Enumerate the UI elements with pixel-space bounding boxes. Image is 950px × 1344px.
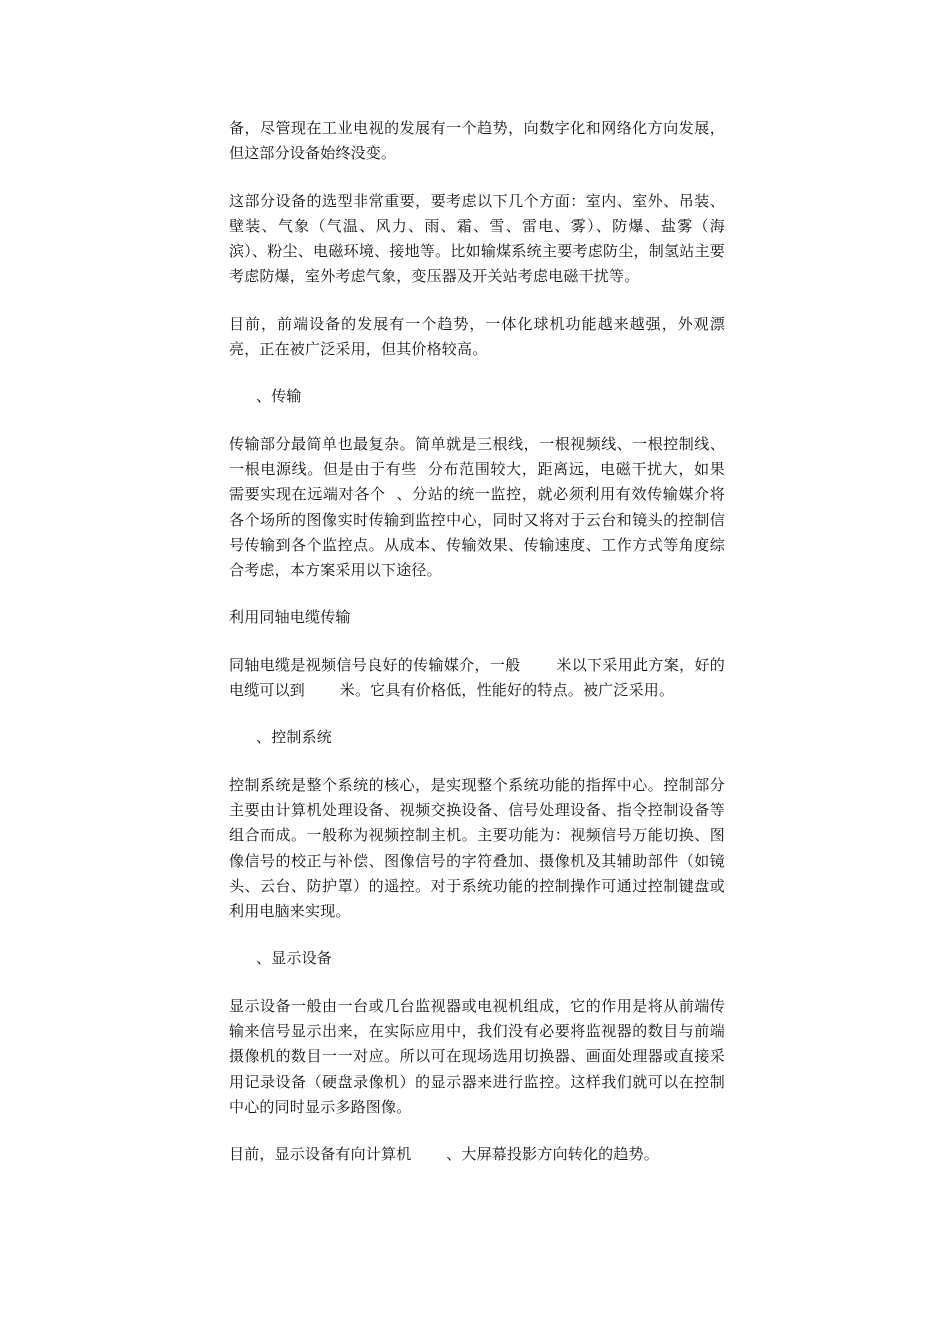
- section-heading-control-system: 、控制系统: [256, 728, 333, 747]
- paragraph: 传输部分最简单也最复杂。简单就是三根线，一根视频线、一根控制线、一根电源线。但是由于有些 分布范围较大，距离远，电磁干扰大，如果需要实现在远端对各个 、分站的统一监控，就必须利用有效传输媒介将各个场所的图像实时传输到监控中心，同时又将对于云台和镜头的控制信号传输到各个监控点。从成本、传输效果、传输速度、工作方式等角度综合考虑，本方案采用以下途径。: [229, 434, 725, 580]
- subsection-label: 利用同轴电缆传输: [229, 608, 351, 627]
- section-heading-transmission: 、传输: [256, 387, 302, 406]
- paragraph: 显示设备一般由一台或几台监视器或电视机组成，它的作用是将从前端传输来信号显示出来，在实际应用中，我们没有必要将监视器的数目与前端摄像机的数目一一对应。所以可在现场选用切换器、画面处理器或直接采用记录设备（硬盘录像机）的显示器来进行监控。这样我们就可以在控制中心的同时显示多路图像。: [229, 996, 725, 1116]
- paragraph: 这部分设备的选型非常重要，要考虑以下几个方面：室内、室外、吊装、壁装、气象（气温、风力、雨、霜、雪、雷电、雾）、防爆、盐雾（海滨）、粉尘、电磁环境、接地等。比如输煤系统主要考虑防尘，制氢站主要考虑防爆，室外考虑气象，变压器及开关站考虑电磁干扰等。: [229, 191, 725, 286]
- section-heading-display-equipment: 、显示设备: [256, 949, 333, 968]
- paragraph: 同轴电缆是视频信号良好的传输媒介，一般 米以下采用此方案，好的电缆可以到 米。它具有价格低，性能好的特点。被广泛采用。: [229, 655, 725, 700]
- paragraph: 目前，前端设备的发展有一个趋势，一体化球机功能越来越强，外观漂亮，正在被广泛采用，但其价格较高。: [229, 314, 725, 359]
- paragraph: 控制系统是整个系统的核心，是实现整个系统功能的指挥中心。控制部分主要由计算机处理设备、视频交换设备、信号处理设备、指令控制设备等组合而成。一般称为视频控制主机。主要功能为：视频信号万能切换、图像信号的校正与补偿、图像信号的字符叠加、摄像机及其辅助部件（如镜头、云台、防护罩）的遥控。对于系统功能的控制操作可通过控制键盘或利用电脑来实现。: [229, 775, 725, 921]
- paragraph: 备，尽管现在工业电视的发展有一个趋势，向数字化和网络化方向发展，但这部分设备始终没变。: [229, 119, 725, 163]
- document-body: [229, 116, 725, 1190]
- paragraph: 目前，显示设备有向计算机 、大屏幕投影方向转化的趋势。: [229, 1145, 659, 1164]
